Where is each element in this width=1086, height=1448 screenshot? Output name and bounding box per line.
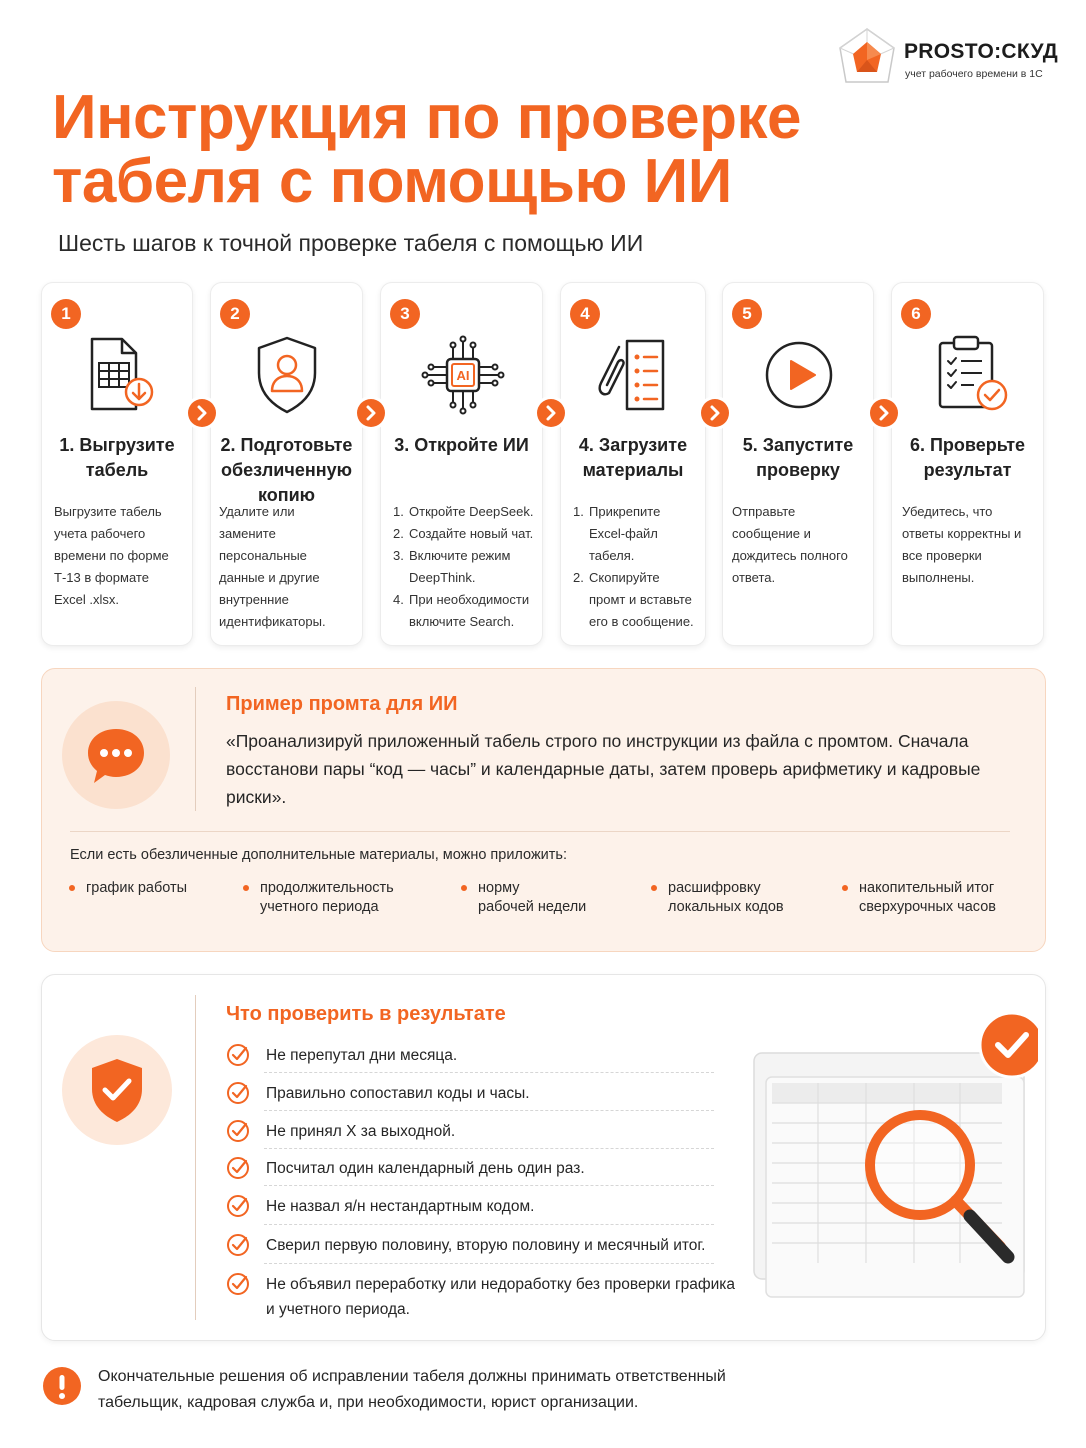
step-description: Отправьте сообщение и дождитесь полного ответа. (732, 504, 848, 585)
list-item: 1. Прикрепите Excel-файл табеля. (573, 504, 661, 563)
page-title (52, 83, 852, 216)
chevron-right-icon (537, 399, 565, 427)
divider (264, 1072, 714, 1073)
logo-mark-icon (836, 26, 898, 88)
list-item: 4. При необходимости включите Search. (393, 592, 530, 629)
shield-check-icon (62, 1035, 172, 1145)
checklist-item: Сверил первую половину, вторую половину и месячный итог. (226, 1233, 716, 1258)
checklist-item: Не назвал я/н нестандартным кодом. (226, 1194, 716, 1219)
step-title: 4. Загрузите материалы (578, 435, 688, 480)
step-title: 1. Выгрузите табель (59, 435, 175, 480)
step-title: 6. Проверьте результат (909, 435, 1026, 480)
divider (264, 1263, 714, 1264)
checklist-item: Посчитал один календарный день один раз. (226, 1156, 716, 1181)
step-card-2 (210, 282, 363, 646)
check-circle-icon (226, 1156, 250, 1180)
excel-file-download-icon (80, 333, 164, 417)
page-title-line-2: табеля с помощью ИИ (52, 147, 732, 216)
brand-logo (836, 26, 1072, 90)
check-circle-icon (226, 1272, 250, 1296)
step-description: Удалите или замените персональные данные и другие внутренние идентификаторы. (219, 504, 326, 629)
divider (195, 995, 196, 1320)
extras-intro: Если есть обезличенные дополнительные материалы, можно приложить: (70, 847, 567, 863)
checklist-item: Правильно сопоставил коды и часы. (226, 1081, 716, 1106)
check-circle-icon (226, 1081, 250, 1105)
prompt-example-panel (41, 668, 1046, 952)
step-number-badge: 4 (570, 299, 600, 329)
play-circle-icon (757, 333, 841, 417)
step-description: Убедитесь, что ответы корректны и все проверки выполнены. (902, 504, 1022, 585)
exclamation-icon (43, 1367, 81, 1405)
prompt-title: Пример промта для ИИ (226, 693, 458, 715)
step-number-badge: 1 (51, 299, 81, 329)
checklist-item: Не принял Х за выходной. (226, 1119, 716, 1144)
brand-tagline: учет рабочего времени в 1С (905, 68, 1043, 80)
divider (70, 831, 1010, 832)
extra-material-item: график работы (69, 879, 187, 898)
step-card-6 (891, 282, 1044, 646)
page-subtitle: Шесть шагов к точной проверке табеля с помощью ИИ (58, 230, 644, 256)
list-item: 3. Включите режим DeepThink. (393, 548, 511, 585)
step-instructions (573, 501, 697, 633)
checklist-item: Не объявил переработку или недоработку без проверки графика и учетного периода. (226, 1272, 746, 1322)
step-description: Выгрузите табель учета рабочего времени по форме Т-13 в формате Excel .xlsx. (54, 504, 169, 607)
divider (264, 1110, 714, 1111)
step-title: 2. Подготовьте обезличенную копию (220, 435, 353, 505)
step-number-badge: 6 (901, 299, 931, 329)
step-instructions (393, 501, 534, 633)
divider (264, 1224, 714, 1225)
page-title-line-1: Инструкция по проверке (52, 83, 801, 152)
ai-chip-label: AI (456, 368, 470, 383)
divider (264, 1185, 714, 1186)
checklist-item: Не перепутал дни месяца. (226, 1043, 716, 1068)
check-circle-icon (226, 1119, 250, 1143)
ai-chip-icon (421, 333, 505, 417)
check-circle-icon (226, 1194, 250, 1218)
brand-name: PROSTO:СКУД (904, 40, 1059, 63)
step-card-4 (560, 282, 706, 646)
extra-material-item: норму рабочей недели (461, 879, 586, 917)
result-checklist-panel (41, 974, 1046, 1341)
step-number-badge: 5 (732, 299, 762, 329)
step-number-badge: 2 (220, 299, 250, 329)
shield-user-icon (245, 333, 329, 417)
step-card-1 (41, 282, 193, 646)
step-title: 5. Запустите проверку (742, 435, 854, 480)
divider (195, 687, 196, 811)
disclaimer-text: Окончательные решения об исправлении табеля должны принимать ответственный табельщик, кадровая служба и, при необходимости, юрист организации. (98, 1368, 726, 1411)
step-number-badge: 3 (390, 299, 420, 329)
step-title: 3. Откройте ИИ (394, 435, 529, 455)
paperclip-document-icon (591, 333, 675, 417)
spreadsheet-magnifier-check-illustration (748, 997, 1038, 1317)
extra-material-item: продолжительность учетного периода (243, 879, 394, 917)
check-circle-icon (226, 1043, 250, 1067)
prompt-text: «Проанализируй приложенный табель строго по инструкции из файла с промтом. Сначала восстанови пары “код — часы” и календарные даты, затем проверь арифметику и кадровые риски». (226, 731, 981, 807)
extra-material-item: накопительный итог сверхурочных часов (842, 879, 996, 917)
step-card-3 (380, 282, 543, 646)
clipboard-check-icon (930, 333, 1014, 417)
list-item: 2. Скопируйте промт и вставьте его в сообщение. (573, 570, 694, 629)
chevron-right-icon (188, 399, 216, 427)
chat-bubble-icon (62, 701, 170, 809)
step-card-5 (722, 282, 874, 646)
list-item: 2. Создайте новый чат. (393, 526, 534, 541)
divider (264, 1148, 714, 1149)
list-item: 1. Откройте DeepSeek. (393, 504, 534, 519)
check-circle-icon (226, 1233, 250, 1257)
chevron-right-icon (357, 399, 385, 427)
checklist-title: Что проверить в результате (226, 1003, 506, 1025)
extra-material-item: расшифровку локальных кодов (651, 879, 784, 917)
chevron-right-icon (870, 399, 898, 427)
chevron-right-icon (701, 399, 729, 427)
